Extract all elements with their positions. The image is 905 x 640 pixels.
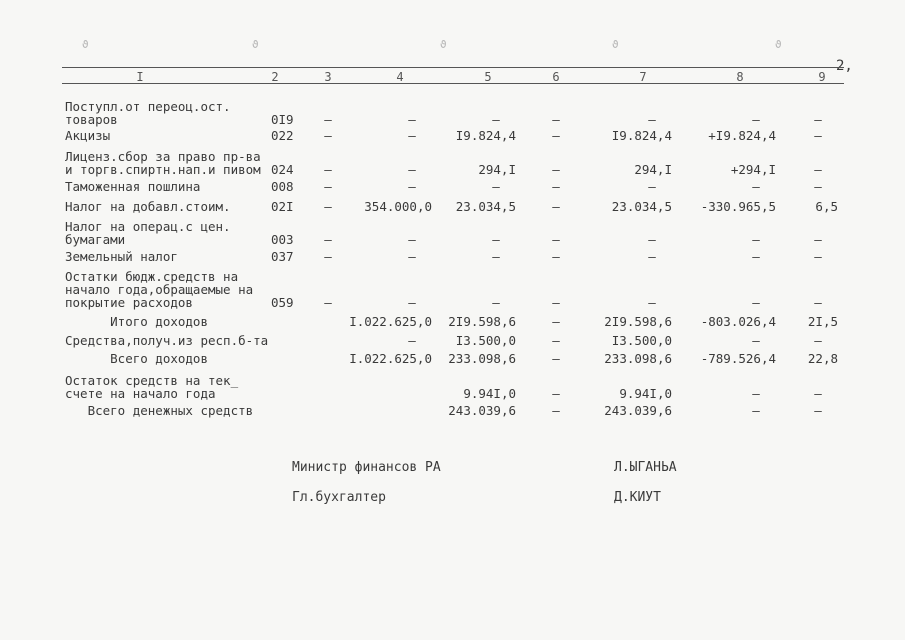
- row-label: Остатки бюдж.средств на: [65, 269, 239, 284]
- table-cell: –: [814, 232, 822, 247]
- table-cell: 294,I: [478, 162, 516, 177]
- table-cell: –: [552, 179, 560, 194]
- table-cell: 233.098,6: [448, 351, 516, 366]
- table-cell: –: [324, 249, 332, 264]
- table-cell: –: [814, 128, 822, 143]
- table-cell: –: [752, 179, 760, 194]
- table-cell: –: [408, 295, 416, 310]
- table-cell: –: [752, 295, 760, 310]
- table-cell: –: [324, 128, 332, 143]
- row-code: 037: [271, 249, 294, 264]
- table-cell: –: [324, 295, 332, 310]
- table-cell: 243.039,6: [448, 403, 516, 418]
- table-cell: –: [814, 295, 822, 310]
- column-header: 5: [484, 70, 492, 84]
- column-header: I: [136, 70, 144, 84]
- table-cell: –: [648, 179, 656, 194]
- table-cell: –: [552, 314, 560, 329]
- row-code: 059: [271, 295, 294, 310]
- table-cell: –: [408, 333, 416, 348]
- table-cell: I.022.625,0: [349, 314, 432, 329]
- table-cell: –: [648, 112, 656, 127]
- table-cell: 9.94I,0: [463, 386, 516, 401]
- row-label: Налог на операц.с цен.: [65, 219, 231, 234]
- row-label: Лиценз.сбор за право пр-ва: [65, 149, 261, 164]
- faint-mark-icon: ϑ: [440, 38, 447, 51]
- table-cell: I9.824,4: [611, 128, 672, 143]
- row-code: 008: [271, 179, 294, 194]
- table-cell: –: [814, 162, 822, 177]
- table-cell: -789.526,4: [700, 351, 776, 366]
- table-cell: –: [408, 179, 416, 194]
- table-cell: –: [552, 403, 560, 418]
- row-label: счете на начало года: [65, 386, 216, 401]
- table-cell: I.022.625,0: [349, 351, 432, 366]
- row-label: покрытие расходов: [65, 295, 193, 310]
- table-cell: –: [552, 333, 560, 348]
- table-cell: –: [324, 232, 332, 247]
- table-cell: 9.94I,0: [619, 386, 672, 401]
- table-cell: –: [552, 112, 560, 127]
- table-cell: –: [552, 199, 560, 214]
- table-cell: –: [648, 249, 656, 264]
- column-header: 8: [736, 70, 744, 84]
- faint-mark-icon: ϑ: [612, 38, 619, 51]
- table-cell: –: [492, 249, 500, 264]
- row-label: Итого доходов: [65, 314, 208, 329]
- table-cell: –: [752, 232, 760, 247]
- table-cell: –: [752, 403, 760, 418]
- column-header: 3: [324, 70, 332, 84]
- row-label: Таможенная пошлина: [65, 179, 201, 194]
- table-cell: –: [408, 162, 416, 177]
- row-code: 02I: [271, 199, 294, 214]
- row-label: Остаток средств на тек_: [65, 373, 239, 388]
- table-cell: –: [552, 232, 560, 247]
- signature-role: Гл.бухгалтер: [292, 490, 386, 505]
- header-bottom-rule: [62, 83, 844, 84]
- table-cell: -803.026,4: [700, 314, 776, 329]
- table-cell: –: [648, 232, 656, 247]
- row-label: бумагами: [65, 232, 126, 247]
- column-header: 9: [818, 70, 826, 84]
- page-number: 2,: [836, 58, 853, 74]
- table-cell: –: [408, 249, 416, 264]
- table-cell: 243.039,6: [604, 403, 672, 418]
- signature-role: Министр финансов РА: [292, 460, 441, 475]
- signature-name: Л.ЫГАНЬА: [614, 460, 677, 475]
- table-cell: –: [552, 162, 560, 177]
- table-cell: I3.500,0: [611, 333, 672, 348]
- row-label: товаров: [65, 112, 118, 127]
- table-cell: –: [814, 403, 822, 418]
- table-cell: –: [814, 112, 822, 127]
- row-label: Средства,получ.из респ.б-та: [65, 333, 269, 348]
- table-cell: –: [752, 333, 760, 348]
- row-label: Налог на добавл.стоим.: [65, 199, 231, 214]
- column-header: 4: [396, 70, 404, 84]
- table-cell: 233.098,6: [604, 351, 672, 366]
- table-cell: 23.034,5: [611, 199, 672, 214]
- table-cell: –: [408, 232, 416, 247]
- table-cell: –: [324, 179, 332, 194]
- row-code: 0I9: [271, 112, 294, 127]
- table-cell: –: [814, 386, 822, 401]
- table-cell: -330.965,5: [700, 199, 776, 214]
- table-cell: –: [324, 162, 332, 177]
- table-cell: 2I,5: [807, 314, 838, 329]
- table-cell: –: [648, 295, 656, 310]
- table-cell: –: [752, 386, 760, 401]
- table-cell: –: [814, 249, 822, 264]
- table-cell: –: [752, 249, 760, 264]
- row-code: 024: [271, 162, 294, 177]
- faint-mark-icon: ϑ: [775, 38, 782, 51]
- faint-mark-icon: ϑ: [82, 38, 89, 51]
- row-label: Всего доходов: [65, 351, 208, 366]
- row-label: Поступл.от переоц.ост.: [65, 99, 231, 114]
- table-cell: –: [492, 179, 500, 194]
- table-cell: –: [492, 232, 500, 247]
- table-cell: –: [552, 249, 560, 264]
- row-label: Акцизы: [65, 128, 111, 143]
- table-cell: –: [552, 295, 560, 310]
- table-cell: 294,I: [634, 162, 672, 177]
- table-cell: 2I9.598,6: [604, 314, 672, 329]
- column-header: 7: [639, 70, 647, 84]
- table-cell: 23.034,5: [455, 199, 516, 214]
- table-cell: I3.500,0: [455, 333, 516, 348]
- row-label: начало года,обращаемые на: [65, 282, 254, 297]
- table-cell: –: [492, 295, 500, 310]
- table-cell: 354.000,0: [364, 199, 432, 214]
- table-cell: –: [814, 333, 822, 348]
- table-cell: –: [408, 128, 416, 143]
- table-cell: –: [408, 112, 416, 127]
- table-cell: +I9.824,4: [708, 128, 776, 143]
- table-cell: –: [552, 351, 560, 366]
- table-cell: –: [752, 112, 760, 127]
- table-cell: –: [814, 179, 822, 194]
- row-label: и торгв.спиртн.нап.и пивом: [65, 162, 261, 177]
- table-cell: –: [492, 112, 500, 127]
- table-cell: +294,I: [730, 162, 776, 177]
- table-cell: –: [324, 199, 332, 214]
- table-cell: 22,8: [807, 351, 838, 366]
- table-cell: I9.824,4: [455, 128, 516, 143]
- table-top-rule: [62, 67, 844, 68]
- table-cell: –: [552, 128, 560, 143]
- column-header: 6: [552, 70, 560, 84]
- table-cell: –: [324, 112, 332, 127]
- row-label: Всего денежных средств: [65, 403, 254, 418]
- table-cell: 2I9.598,6: [448, 314, 516, 329]
- row-code: 003: [271, 232, 294, 247]
- row-label: Земельный налог: [65, 249, 178, 264]
- column-header: 2: [271, 70, 279, 84]
- table-cell: 6,5: [815, 199, 838, 214]
- signature-name: Д.КИУТ: [614, 490, 661, 505]
- row-code: 022: [271, 128, 294, 143]
- table-cell: –: [552, 386, 560, 401]
- faint-mark-icon: ϑ: [252, 38, 259, 51]
